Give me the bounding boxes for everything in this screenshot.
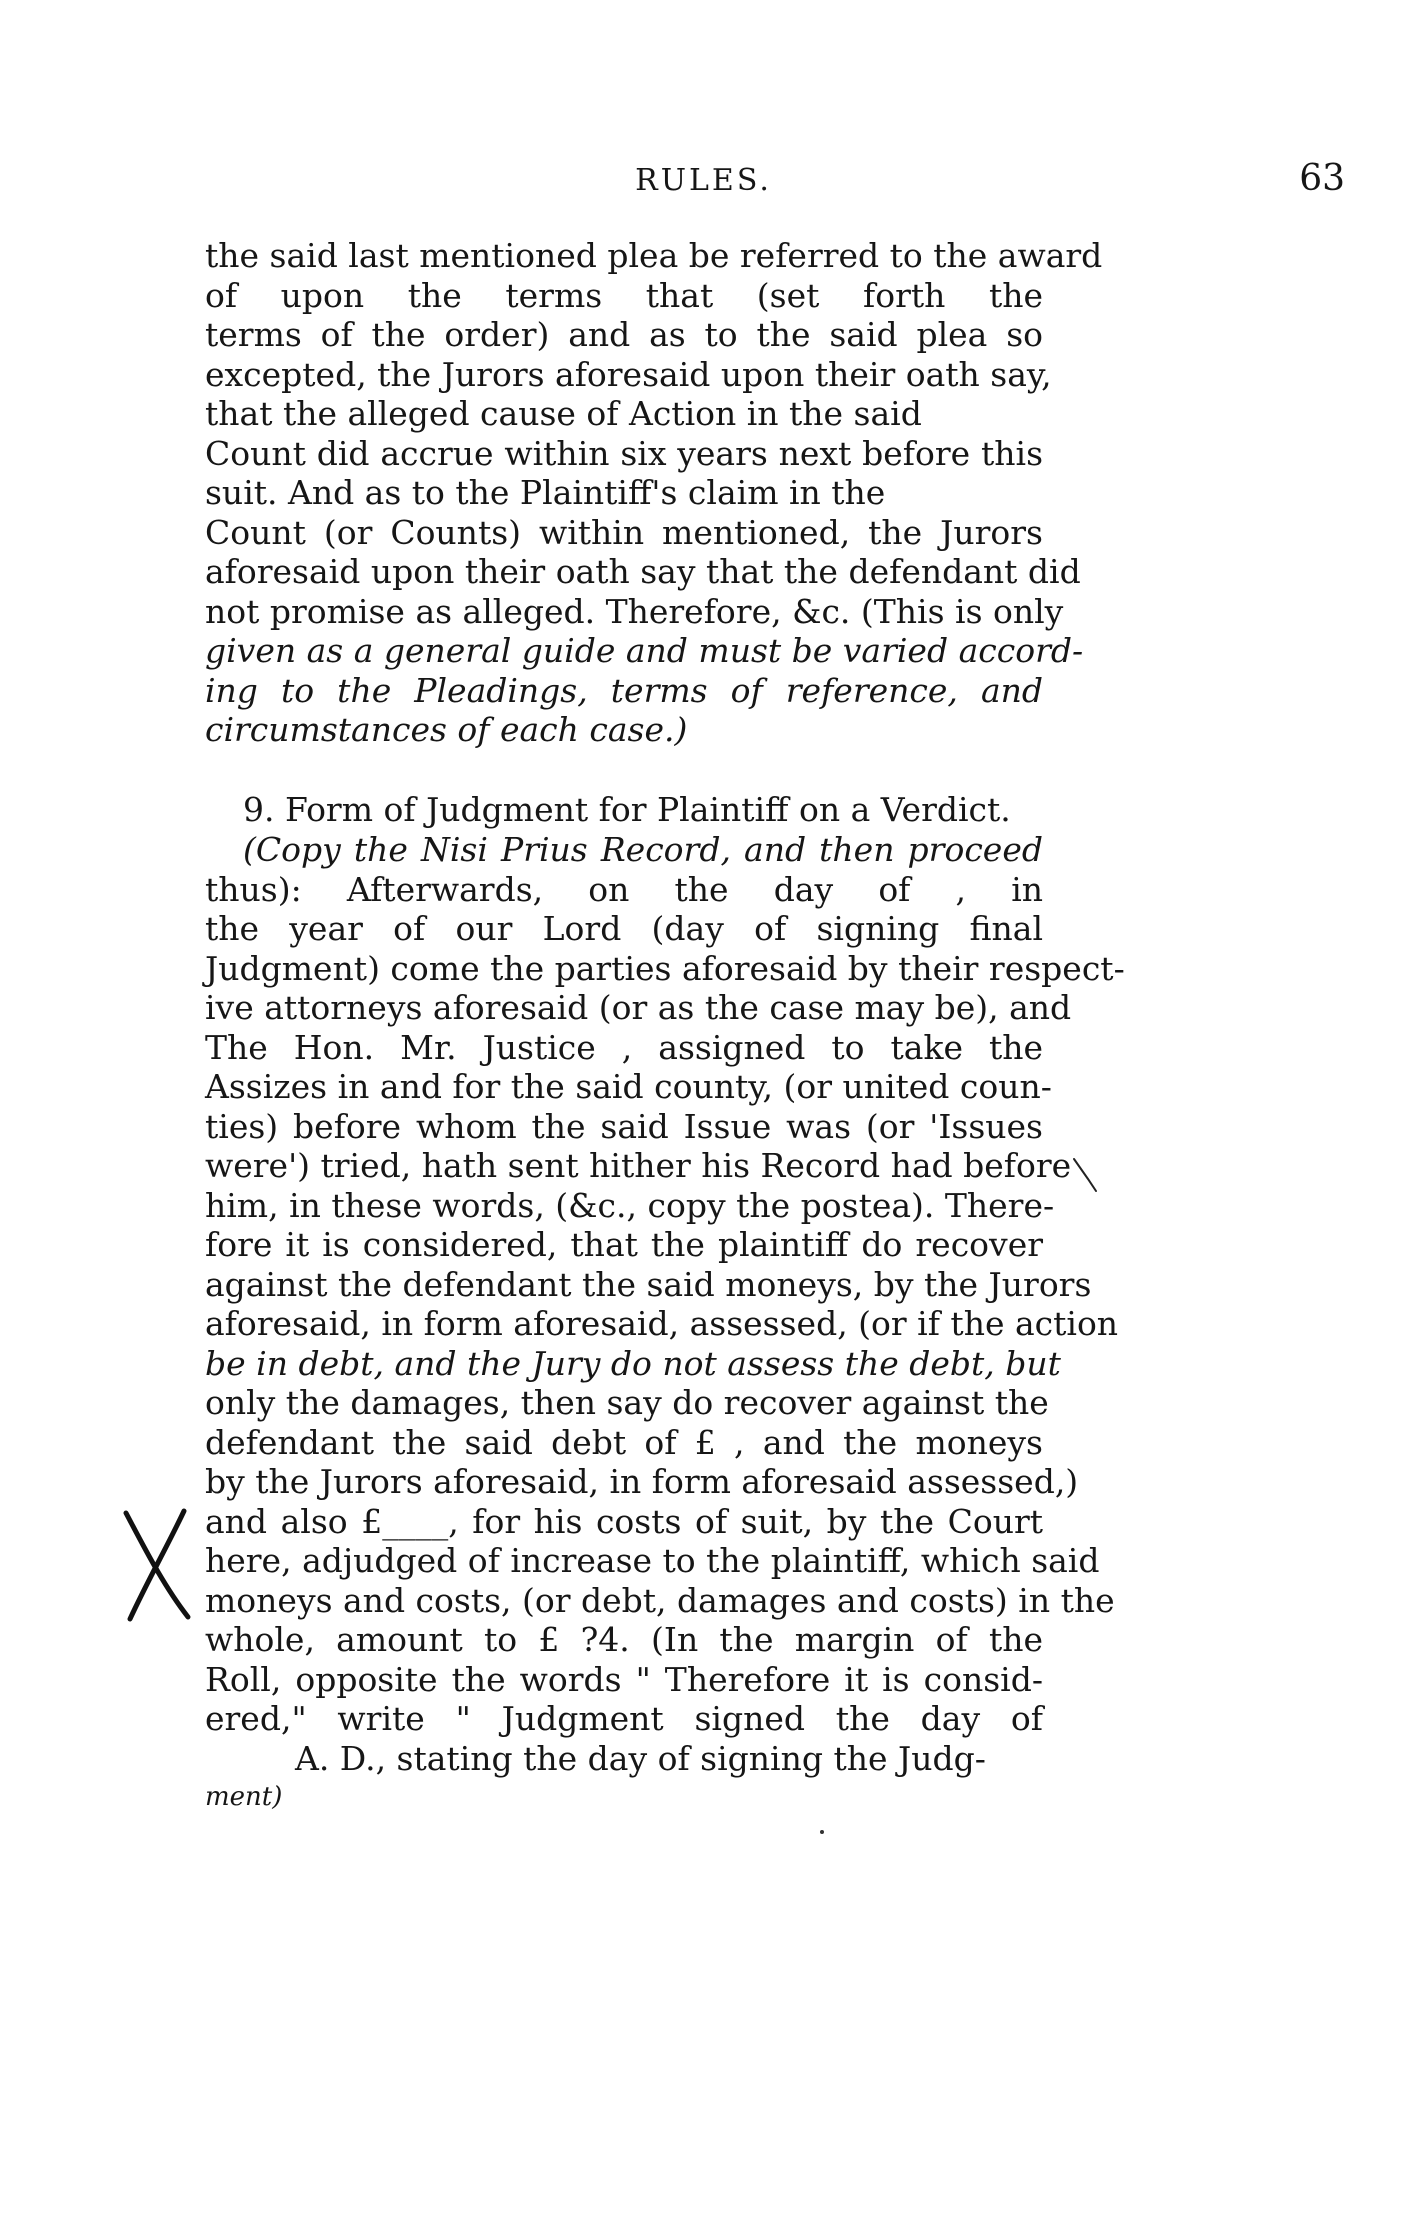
text-line: ered," write " Judgment signed the day of [205,1699,1043,1738]
section-heading: 9. Form of Judgment for Plaintiff on a Verdict. [243,790,1011,829]
text-line: only the damages, then say do recover against the [205,1383,1049,1422]
text-line: ing to the Pleadings, terms of reference, and [205,670,1043,710]
text-line: moneys and costs, (or debt, damages and costs) in the [205,1580,1115,1620]
text-line: aforesaid, in form aforesaid, assessed, (or if the action [205,1304,1119,1343]
text-line: Roll, opposite the words " Therefore it is consid- [205,1659,1043,1699]
text-line: here, adjudged of increase to the plaintiff, which said [205,1541,1100,1580]
text-line: Judgment) come the parties aforesaid by their respect- [205,948,1125,988]
text-line: the year of our Lord (day of signing final [205,909,1043,948]
paragraph-continuation [205,236,1103,750]
running-head: RULES. [635,163,772,198]
text-line: A. D., stating the day of signing the Judg- [295,1738,986,1778]
text-line: Count (or Counts) within mentioned, the Jurors [205,512,1043,552]
text-line: ties) before whom the said Issue was (or 'Issues [205,1106,1043,1146]
ink-speck [820,1830,824,1834]
text-line: (Copy the Nisi Prius Record, and then proceed [243,830,1043,869]
text-line: not promise as alleged. Therefore, &c. (This is only [205,591,1064,631]
text-line: Assizes in and for the said county, (or united coun- [205,1067,1052,1106]
text-line: terms of the order) and as to the said plea so [205,315,1043,354]
text-line: whole, amount to £ ?4. (In the margin of the [205,1620,1043,1659]
text-line: ive attorneys aforesaid (or as the case may be), and [205,988,1072,1027]
text-line: and also £____, for his costs of suit, by the Court [205,1501,1043,1541]
text-line: The Hon. Mr. Justice , assigned to take the [205,1027,1043,1067]
text-line: given as a general guide and must be varied accord- [205,631,1084,670]
text-line: circumstances of each case.) [205,710,688,749]
handwritten-x-mark [118,1505,196,1625]
text-line: fore it is considered, that the plaintiff do recover [205,1225,1043,1264]
text-line: of upon the terms that (set forth the [205,275,1043,315]
section-body [205,830,1125,1818]
text-line: him, in these words, (&c., copy the postea). There- [205,1185,1055,1225]
text-line: defendant the said debt of £ , and the moneys [205,1422,1043,1462]
text-line: be in debt, and the Jury do not assess the debt, but [205,1343,1061,1383]
text-line: excepted, the Jurors aforesaid upon their oath say, [205,354,1052,394]
text-line: thus): Afterwards, on the day of , in [205,869,1043,909]
text-line: were') tried, hath sent hither his Record had before [205,1146,1072,1185]
text-line: against the defendant the said moneys, by the Jurors [205,1264,1092,1304]
text-line: that the alleged cause of Action in the said [205,394,922,433]
text-line: ment) [205,1782,283,1812]
text-line: suit. And as to the Plaintiff's claim in the [205,473,886,512]
text-line: Count did accrue within six years next before this [205,433,1043,473]
text-line: aforesaid upon their oath say that the defendant did [205,552,1081,591]
text-line: by the Jurors aforesaid, in form aforesaid assessed,) [205,1462,1079,1501]
text-line: the said last mentioned plea be referred to the award [205,236,1103,275]
handwritten-tick-mark [1070,1155,1100,1195]
page-number: 63 [1299,158,1345,199]
